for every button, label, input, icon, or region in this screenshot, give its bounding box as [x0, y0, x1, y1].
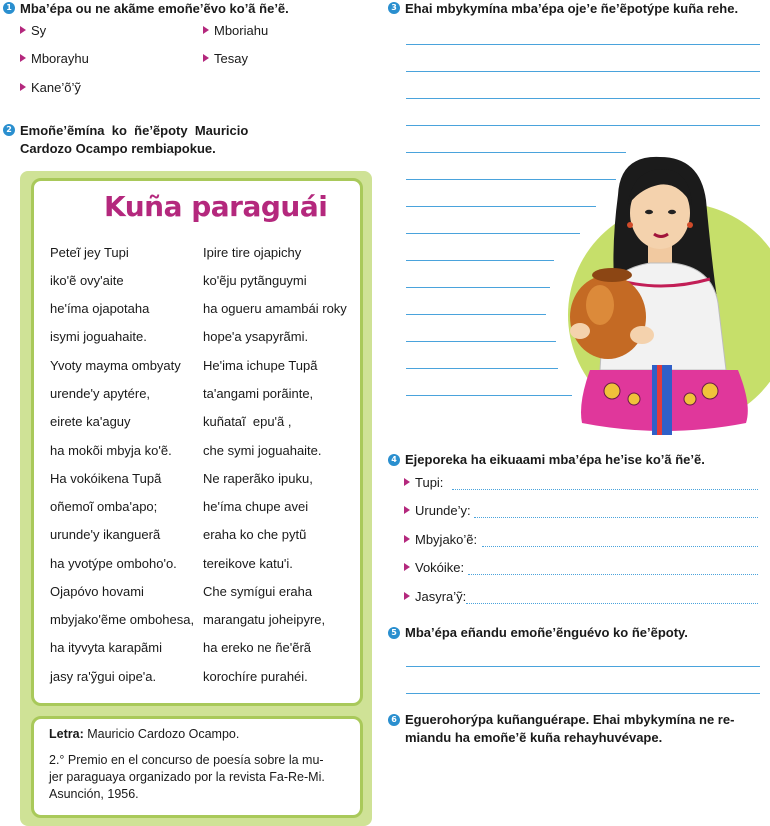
- answer-line[interactable]: [406, 341, 556, 342]
- poem-title: Kuña paraguái: [104, 190, 328, 223]
- section-5-badge: 5: [388, 627, 400, 639]
- section-6-question-line2: miandu ha emoñe’ẽ kuña rehayhuvévape.: [405, 730, 663, 745]
- poem-verse: marangatu joheipyre,: [203, 612, 326, 627]
- section-1-question: Mba’épa ou ne akãme emoñe’ẽvo ko’ã ñe’ẽ.: [20, 1, 289, 16]
- definition-answer-line[interactable]: [466, 603, 758, 604]
- triangle-bullet-icon: [203, 54, 209, 62]
- poem-verse: Ipire tire ojapichy: [203, 245, 302, 260]
- section-4-question: Ejeporeka ha eikuaami mba’épa he’ise ko’ã ñe’ẽ.: [405, 452, 705, 467]
- poem-verse: korochíre purahéi.: [203, 669, 308, 684]
- poem-verse: Ha vokóikena Tupã: [50, 471, 162, 486]
- triangle-bullet-icon: [404, 535, 410, 543]
- poem-verse: urunde'y ikanguerã: [50, 527, 161, 542]
- poem-verse: che symi joguahaite.: [203, 443, 322, 458]
- answer-line[interactable]: [406, 395, 572, 396]
- poem-verse: He'ima ichupe Tupã: [203, 358, 318, 373]
- section-6-badge: 6: [388, 714, 400, 726]
- answer-line[interactable]: [406, 98, 760, 99]
- triangle-bullet-icon: [20, 26, 26, 34]
- answer-line[interactable]: [406, 71, 760, 72]
- poem-verse: ha ereko ne ñe'ẽrã: [203, 640, 312, 655]
- section-3-question: Ehai mbykymína mba’épa oje’e ñe’ẽpotýpe kuña rehe.: [405, 1, 739, 16]
- option-kaneoy: Kane’õ’ỹ: [20, 80, 81, 95]
- section-2-badge: 2: [3, 124, 15, 136]
- section-4-badge: 4: [388, 454, 400, 466]
- poem-verse: ta'angami porãinte,: [203, 386, 314, 401]
- answer-line[interactable]: [406, 287, 550, 288]
- section-3-badge: 3: [388, 2, 400, 14]
- credit-line: jer paraguaya organizado por la revista Fa-Re-Mi.: [49, 770, 325, 784]
- triangle-bullet-icon: [20, 54, 26, 62]
- credit-letra-label: Letra:: [49, 727, 84, 741]
- answer-line[interactable]: [406, 152, 626, 153]
- definition-item-mbyjakoe: Mbyjako’ẽ:: [404, 532, 477, 547]
- poem-verse: he'íma ojapotaha: [50, 301, 150, 316]
- poem-verse: Peteĩ jey Tupi: [50, 245, 129, 260]
- poem-verse: ha mokõi mbyja ko'ẽ.: [50, 443, 172, 458]
- definition-item-urundey: Urunde’y:: [404, 503, 471, 518]
- credit-line: 2.° Premio en el concurso de poesía sobre la mu-: [49, 753, 324, 767]
- option-mboriahu: Mboriahu: [203, 23, 268, 38]
- triangle-bullet-icon: [404, 506, 410, 514]
- answer-line[interactable]: [406, 260, 554, 261]
- triangle-bullet-icon: [404, 592, 410, 600]
- poem-verse: eirete ka'aguy: [50, 414, 131, 429]
- definition-item-jasyray: Jasyra’ỹ:: [404, 589, 466, 604]
- poem-verse: ha ityvyta karapãmi: [50, 640, 162, 655]
- answer-line[interactable]: [406, 368, 558, 369]
- poem-verse: jasy ra'ỹgui oipe'a.: [50, 669, 157, 684]
- credit-line: Asunción, 1956.: [49, 787, 139, 801]
- definition-item-tupi: Tupi:: [404, 475, 443, 490]
- section-2-question-line1: Emoñe’ẽmína ko ñe’ẽpoty Mauricio: [20, 123, 249, 138]
- poem-verse: Ojapóvo hovami: [50, 584, 144, 599]
- triangle-bullet-icon: [20, 83, 26, 91]
- poem-verse: ko'ẽju pytãnguymi: [203, 273, 307, 288]
- answer-line[interactable]: [406, 233, 580, 234]
- poem-verse: hope'a ysapyrãmi.: [203, 329, 309, 344]
- answer-line[interactable]: [406, 125, 760, 126]
- definition-answer-line[interactable]: [474, 517, 758, 518]
- credit-letra-value: Mauricio Cardozo Ocampo.: [83, 727, 240, 741]
- poem-verse: iko'ẽ ovy'aite: [50, 273, 124, 288]
- answer-line[interactable]: [406, 693, 760, 694]
- poem-verse: mbyjako'ẽme ombohesa,: [50, 612, 195, 627]
- poem-verse: ha ogueru amambái roky: [203, 301, 347, 316]
- poem-verse: oñemoĩ omba'apo;: [50, 499, 158, 514]
- definition-answer-line[interactable]: [482, 546, 758, 547]
- definition-answer-line[interactable]: [468, 574, 758, 575]
- poem-verse: Ne raperãko ipuku,: [203, 471, 313, 486]
- answer-line[interactable]: [406, 44, 760, 45]
- section-6-question-line1: Eguerohorýpa kuñanguérape. Ehai mbykymína ne re-: [405, 712, 735, 727]
- poem-verse: he'íma chupe avei: [203, 499, 309, 514]
- section-2-question-line2: Cardozo Ocampo rembiapokue.: [20, 141, 216, 156]
- definition-answer-line[interactable]: [452, 489, 758, 490]
- poem-verse: Che symígui eraha: [203, 584, 313, 599]
- option-sy: Sy: [20, 23, 46, 38]
- option-mborayhu: Mborayhu: [20, 51, 89, 66]
- definition-item-vokoike: Vokóike:: [404, 560, 464, 575]
- poem-verse: isymi joguahaite.: [50, 329, 147, 344]
- triangle-bullet-icon: [404, 478, 410, 486]
- poem-verse: tereikove katu'i.: [203, 556, 293, 571]
- poem-verse: urende'y apytére,: [50, 386, 151, 401]
- section-1-badge: 1: [3, 2, 15, 14]
- poem-verse: Yvoty mayma ombyaty: [50, 358, 181, 373]
- answer-line[interactable]: [406, 314, 546, 315]
- credit-author: [49, 726, 239, 743]
- poem-verse: kuñataĩ epu'ã ,: [203, 414, 292, 429]
- triangle-bullet-icon: [404, 563, 410, 571]
- woman-with-jar-illustration: [560, 155, 770, 440]
- answer-line[interactable]: [406, 666, 760, 667]
- section-5-question: Mba’épa eñandu emoñe’ẽnguévo ko ñe’ẽpoty.: [405, 625, 688, 640]
- poem-verse: eraha ko che pytũ: [203, 527, 307, 542]
- option-tesay: Tesay: [203, 51, 248, 66]
- poem-verse: ha yvotýpe omboho'o.: [50, 556, 177, 571]
- triangle-bullet-icon: [203, 26, 209, 34]
